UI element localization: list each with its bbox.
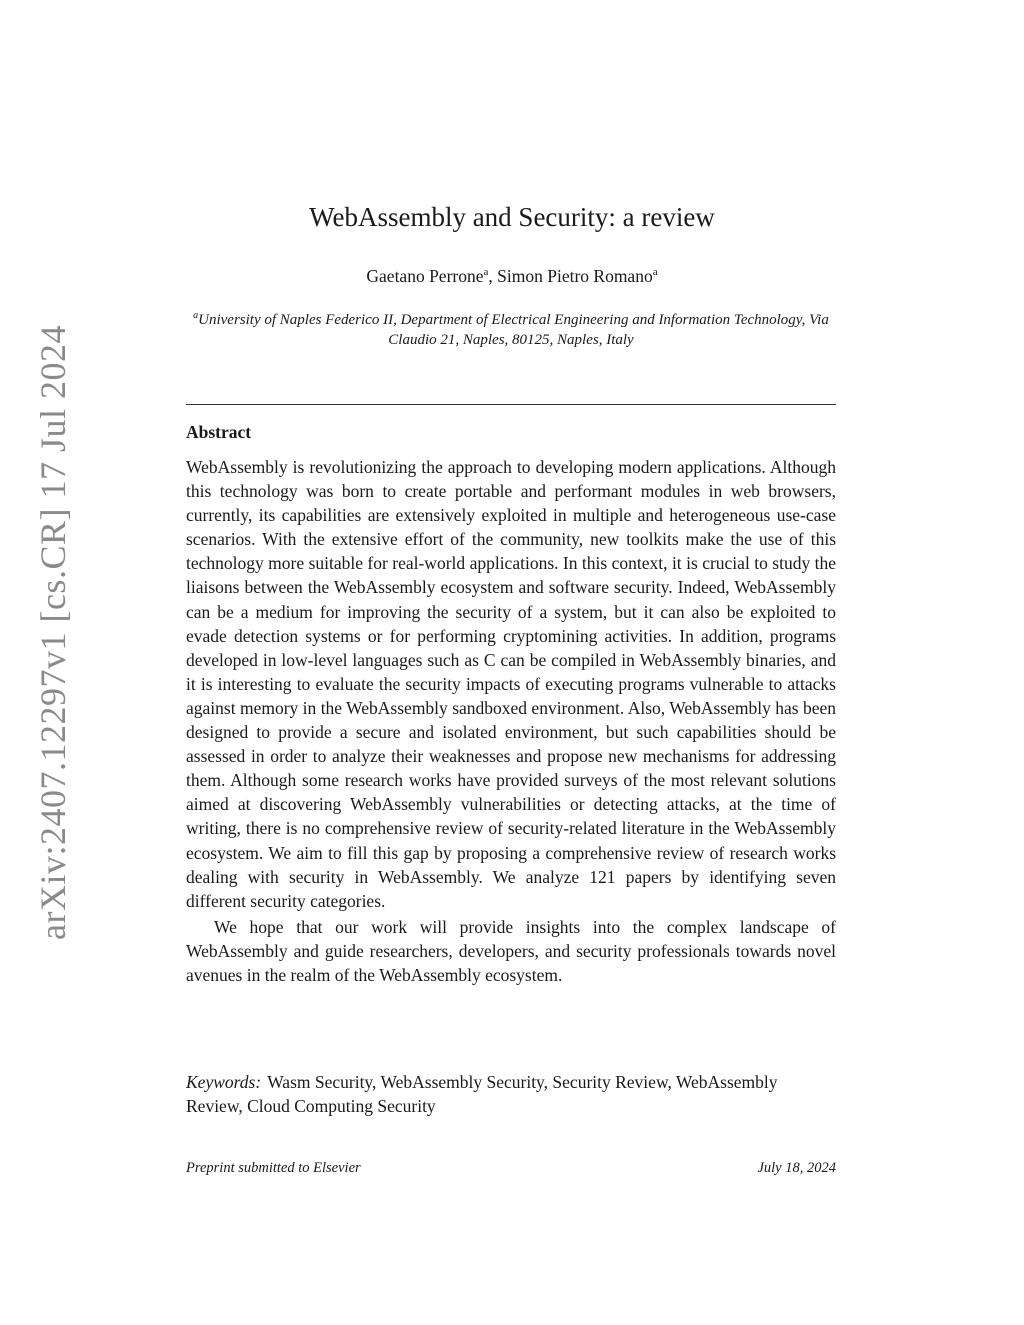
preprint-notice: Preprint submitted to Elsevier <box>186 1160 361 1176</box>
abstract-paragraph: We hope that our work will provide insights into the complex landscape of WebAssembly and guide researchers, developers, and security professionals towards novel avenues in the realm of the WebAssembly ecosystem. <box>186 916 836 985</box>
author-name: Gaetano Perrone <box>366 266 484 286</box>
arxiv-identifier: arXiv:2407.12297v1 [cs.CR] 17 Jul 2024 <box>33 325 73 940</box>
abstract-body <box>186 455 836 987</box>
affiliation-mark: a <box>193 310 199 321</box>
paper-title: WebAssembly and Security: a review <box>309 202 715 232</box>
abstract-heading: Abstract <box>186 422 252 442</box>
affiliation-mark: a <box>483 266 489 279</box>
keywords-label: Keywords: <box>186 1072 262 1092</box>
abstract-paragraph: WebAssembly is revolutionizing the approach to developing modern applications. Although this technology was born to create portable and performant modules in web browsers, currently, its capabilities are extensively exploited in multiple and heterogeneous use-case scenarios. With the extensive effort of the community, new toolkits make the use of this technology more suitable for real-world applications. In this context, it is crucial to study the liaisons between the WebAssembly ecosystem and software security. Indeed, WebAssembly can be a medium for improving the security of a system, but it can also be exploited to evade detection systems or for performing cryptomining activities. In addition, programs developed in low-level languages such as C can be compiled in WebAssembly binaries, and it is interesting to evaluate the security impacts of executing programs vulnerable to attacks against memory in the WebAssembly sandboxed environment. Also, WebAssembly has been designed to provide a secure and isolated environment, but such capabilities should be assessed in order to analyze their weaknesses and propose new mechanisms for addressing them. Although some research works have provided surveys of the most relevant solutions aimed at discovering WebAssembly vulnerabilities or detecting attacks, at the time of writing, there is no comprehensive review of security-related literature in the WebAssembly ecosystem. We aim to fill this gap by proposing a comprehensive review of research works dealing with security in WebAssembly. We analyze 121 papers by identifying seven different security categories. <box>186 457 836 911</box>
footer-date: July 18, 2024 <box>757 1160 836 1176</box>
keywords-text: Wasm Security, WebAssembly Security, Security Review, WebAssembly Review, Cloud Computing Security <box>186 1072 778 1116</box>
author-name: Simon Pietro Romano <box>497 266 653 286</box>
keywords <box>186 1070 836 1118</box>
affiliation <box>186 306 836 350</box>
affiliation-mark: a <box>652 266 658 279</box>
author-list: Gaetano Perrone$^a$, Simon Pietro Romano$^a$ <box>366 266 658 286</box>
abstract-divider <box>186 404 836 405</box>
affiliation-text: University of Naples Federico II, Department of Electrical Engineering and Information Technology, Via Claudio 21, Naples, 80125, Naples, Italy <box>198 312 829 348</box>
